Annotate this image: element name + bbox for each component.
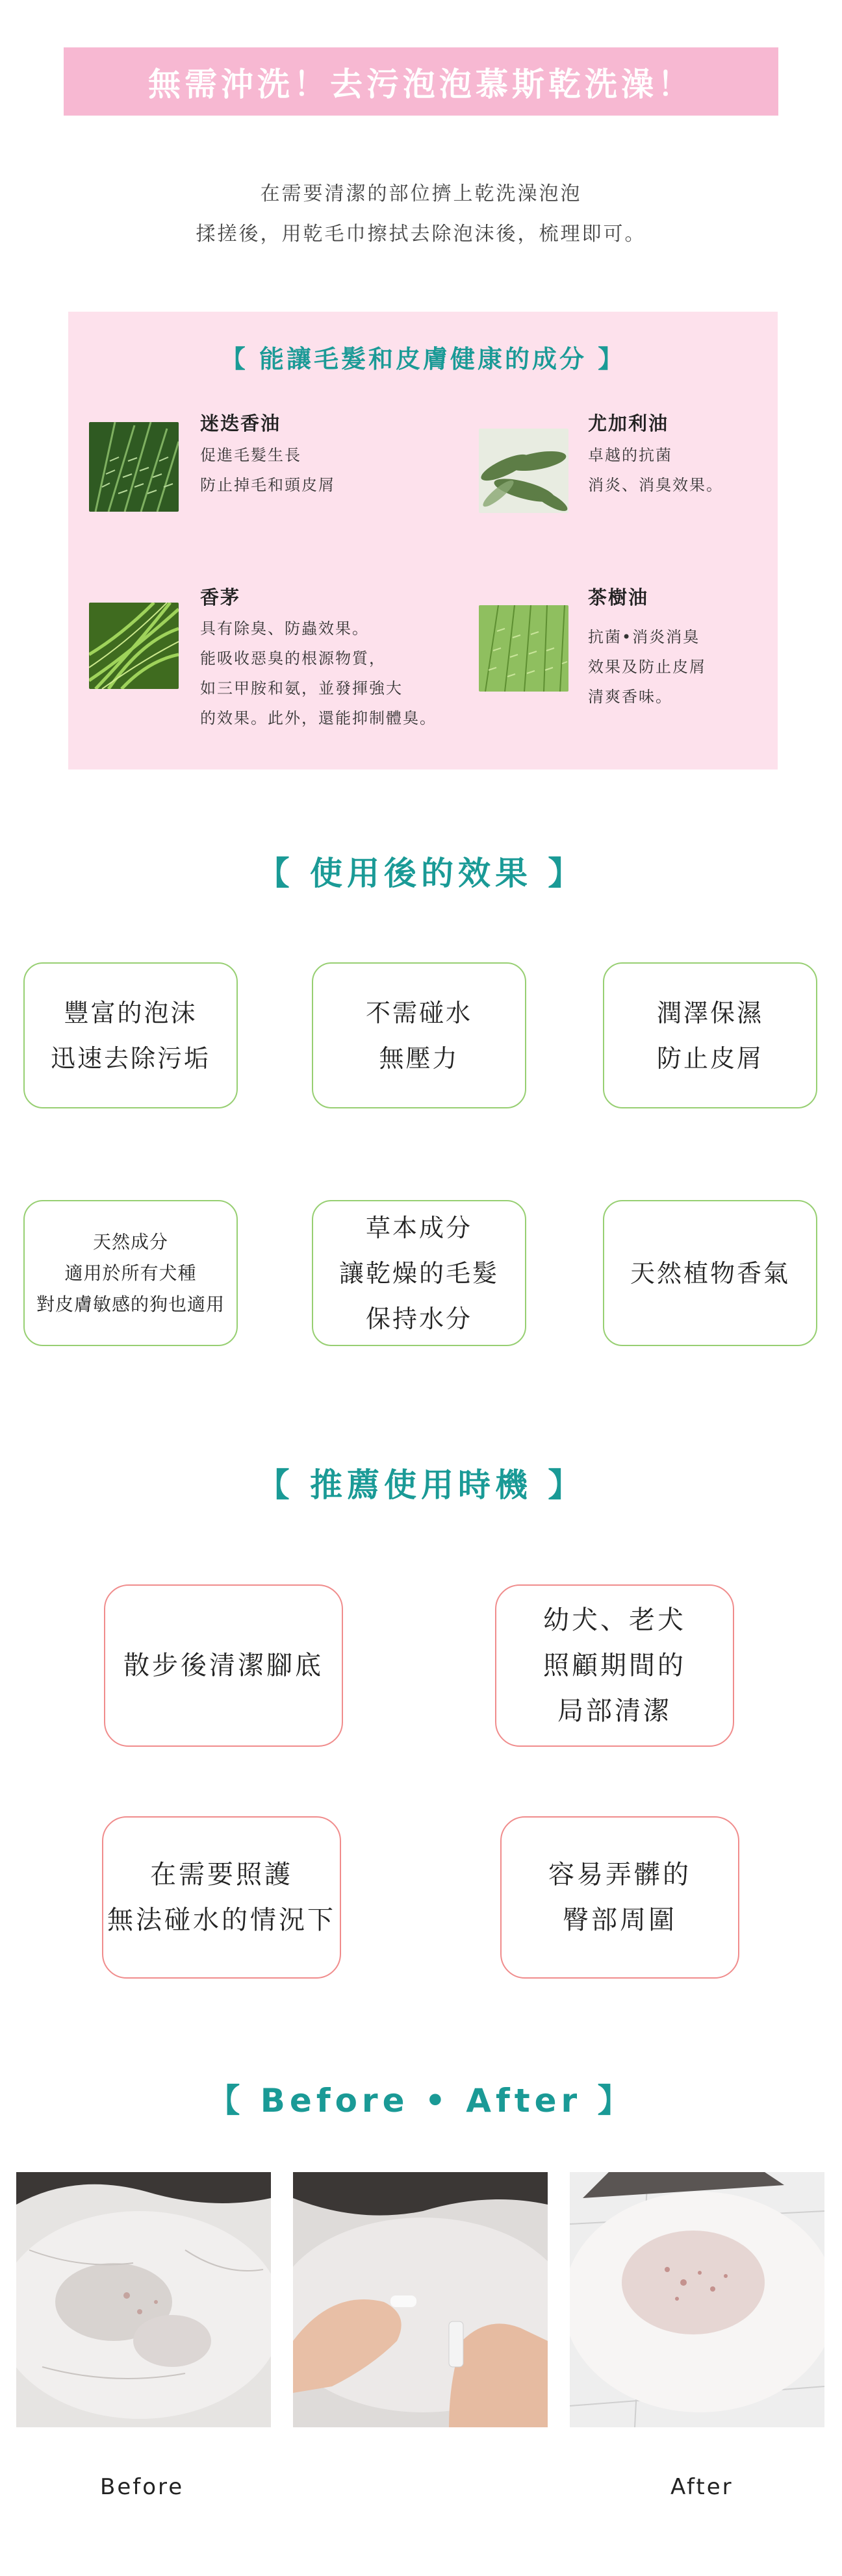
ingredients-title: 【 能讓毛髮和皮膚健康的成分 】 [220, 345, 626, 373]
ingredient-desc: 具有除臭、防蟲效果。 能吸收惡臭的根源物質， 如三甲胺和氨，並發揮強大 的效果。此外，還能抑制體臭。 [200, 619, 437, 727]
usage-text: 在需要照護 無法碰水的情況下 [107, 1860, 336, 1935]
lemongrass-photo [89, 603, 179, 689]
ingredient-name: 香茅 [200, 586, 241, 608]
during-photo [293, 2172, 548, 2427]
ingredient-desc: 卓越的抗菌 消炎、消臭效果。 [588, 446, 723, 494]
ingredient-name: 茶樹油 [588, 586, 649, 608]
effect-card [603, 962, 817, 1108]
effect-text: 不需碰水 無壓力 [365, 998, 472, 1073]
usage-title: 【 推薦使用時機 】 [257, 1466, 585, 1504]
effect-text: 天然成分 適用於所有犬種 對皮膚敏感的狗也適用 [36, 1231, 225, 1315]
effect-text: 天然植物香氣 [630, 1258, 790, 1288]
ingredient-name: 尤加利油 [588, 412, 669, 434]
effect-text: 草本成分 讓乾燥的毛髮 保持水分 [338, 1213, 499, 1333]
ingredient-name: 迷迭香油 [200, 412, 281, 434]
effect-card [312, 962, 526, 1108]
tea-tree-photo [479, 605, 568, 692]
effect-card [23, 962, 238, 1108]
eucalyptus-photo [479, 429, 568, 513]
usage-text: 幼犬、老犬 照顧期間的 局部清潔 [543, 1605, 686, 1726]
ingredient-desc: 促進毛髮生長 防止掉毛和頭皮屑 [200, 446, 335, 494]
after-label: After [670, 2474, 734, 2500]
after-photo [570, 2172, 824, 2427]
rosemary-photo [89, 422, 179, 512]
before-after-title: 【 Before • After 】 [207, 2082, 635, 2120]
intro-line-1: 在需要清潔的部位擠上乾洗澡泡泡 [260, 182, 582, 205]
usage-card [500, 1816, 739, 1979]
usage-card [102, 1816, 341, 1979]
effect-card [603, 1200, 817, 1346]
hero-title: 無需沖洗！去污泡泡慕斯乾洗澡！ [148, 65, 694, 103]
usage-text: 容易弄髒的 臀部周圍 [548, 1860, 691, 1935]
effect-text: 潤澤保濕 防止皮屑 [656, 998, 763, 1073]
ingredient-desc: 抗菌•消炎消臭 效果及防止皮屑 清爽香味。 [588, 628, 706, 706]
before-label: Before [100, 2474, 185, 2500]
ingredients-panel [68, 312, 778, 769]
intro-line-2: 揉搓後，用乾毛巾擦拭去除泡沫後，梳理即可。 [196, 223, 646, 245]
effect-card [312, 1200, 526, 1346]
effect-card [23, 1200, 238, 1346]
effects-title: 【 使用後的效果 】 [257, 855, 585, 892]
usage-card [495, 1584, 734, 1747]
hero-banner [64, 47, 778, 116]
usage-card [104, 1584, 343, 1747]
effect-text: 豐富的泡沫 迅速去除污垢 [50, 998, 210, 1073]
before-photo [16, 2172, 271, 2427]
intro-text [0, 174, 842, 255]
usage-text: 散步後清潔腳底 [123, 1651, 324, 1681]
